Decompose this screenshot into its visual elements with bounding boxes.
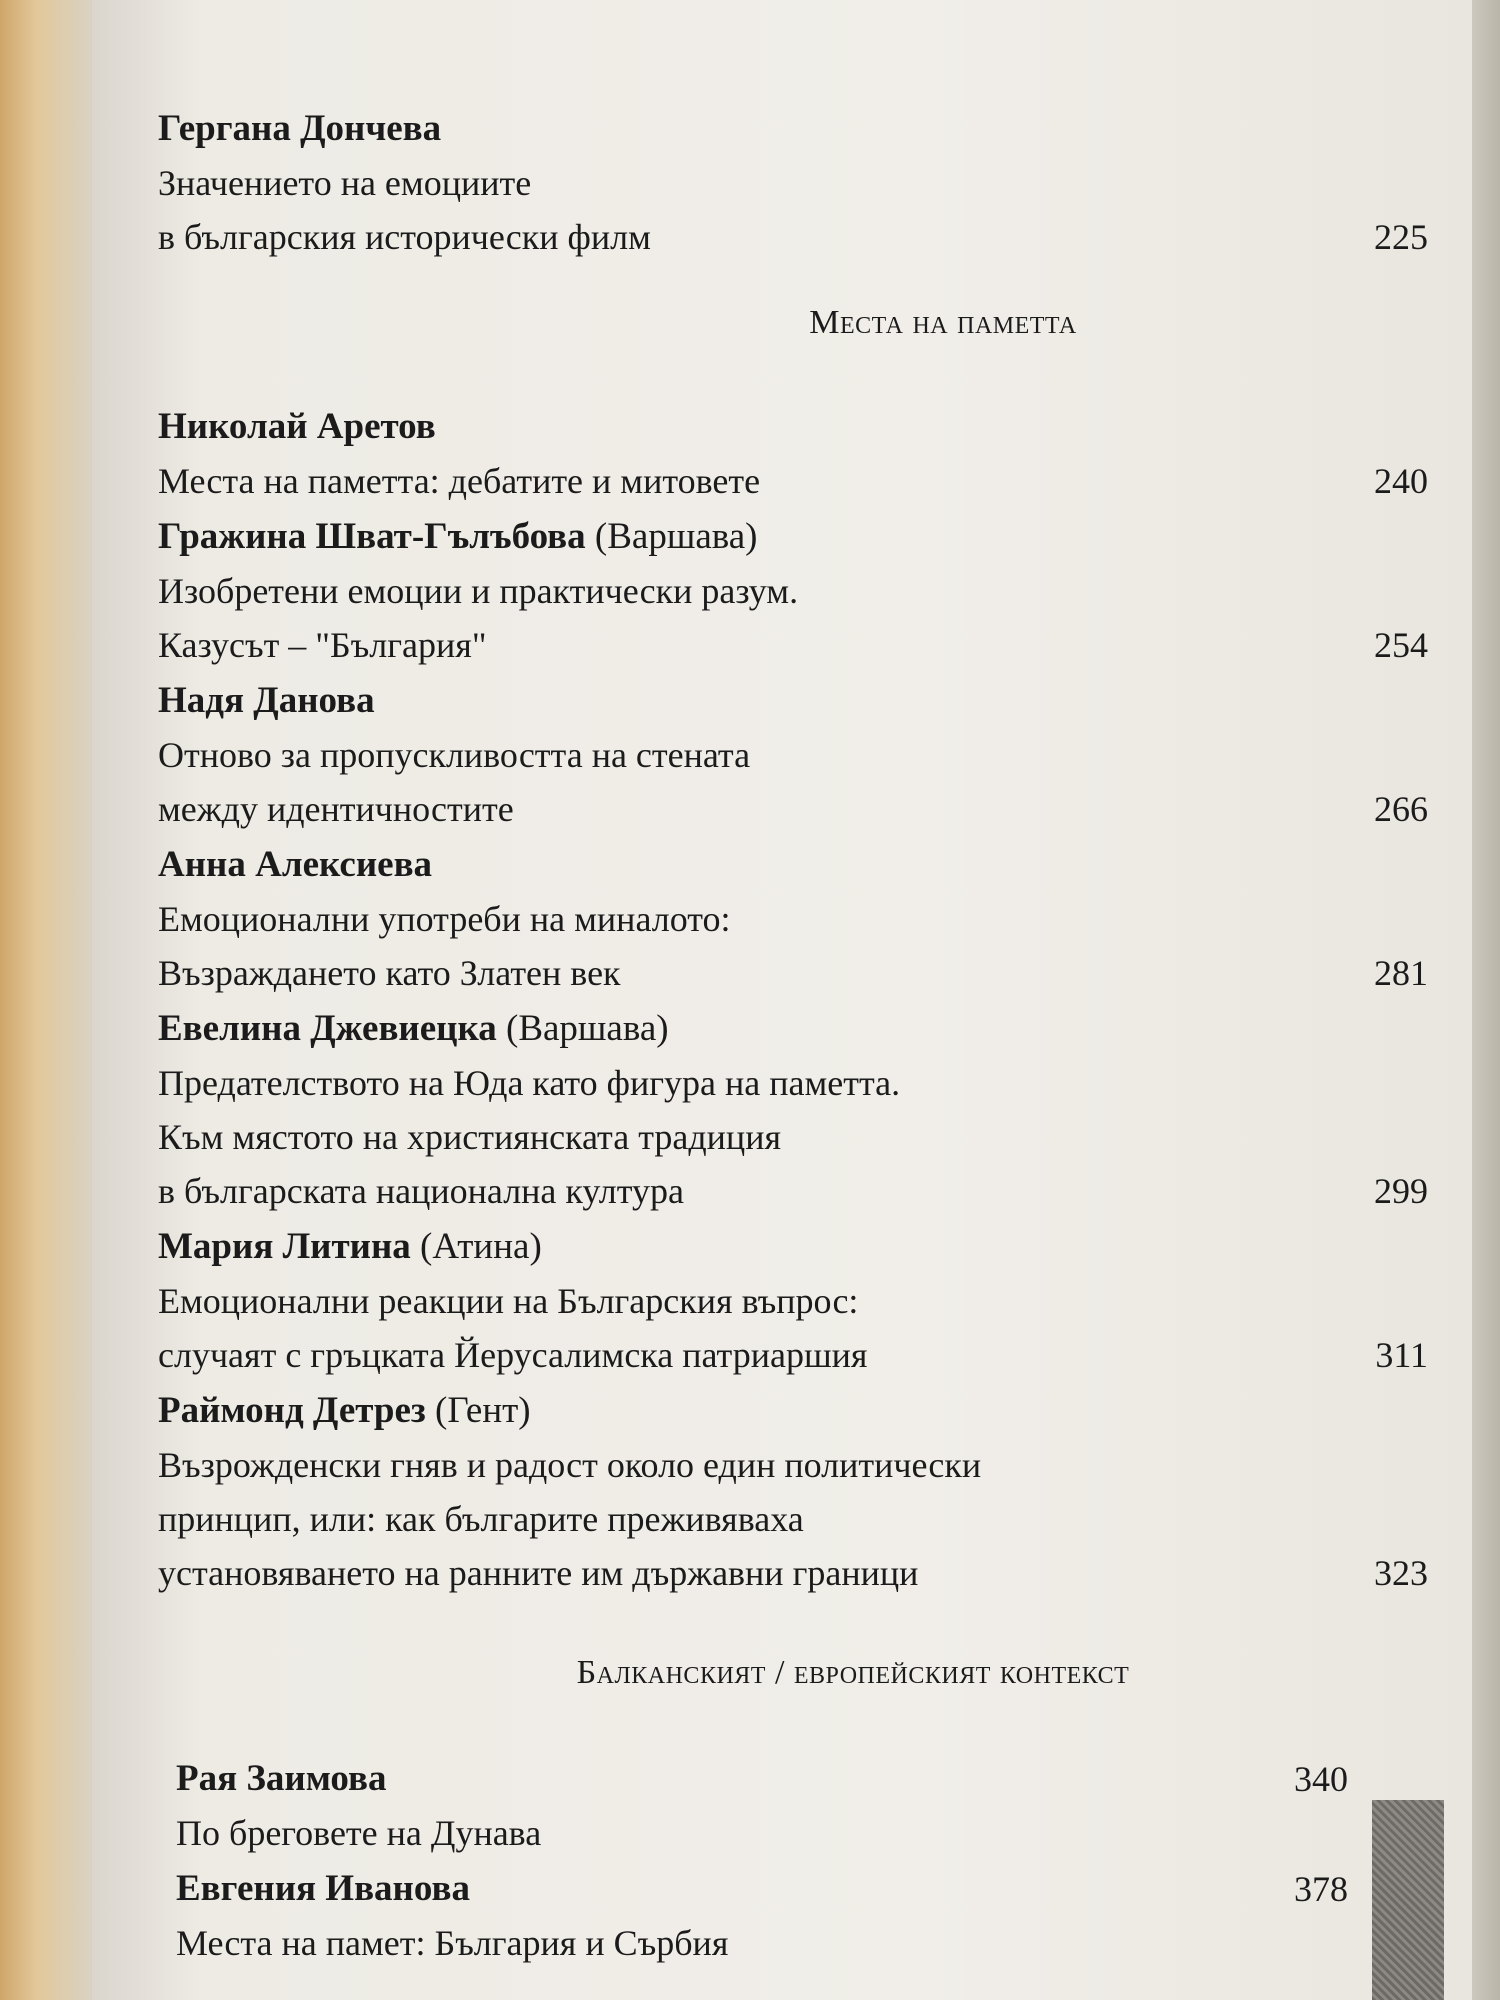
toc-entry [176,1752,1428,1860]
entry-author [158,674,1428,728]
entry-author [176,1752,1428,1806]
entry-author [158,1002,1428,1056]
page-number: 254 [1374,625,1428,665]
entry-title-line: в българския исторически филм [158,217,651,257]
page-number: 240 [1374,461,1428,501]
toc-entry [158,674,1428,836]
author-name: Рая Заимова [176,1758,387,1799]
section-heading: Места на паметта [809,304,1077,341]
entry-author [158,400,1428,454]
toc-entry [158,102,1428,264]
author-name: Анна Алексиева [158,844,433,885]
toc-section-balkan-context [158,1752,1428,1970]
page-number: 281 [1374,953,1428,993]
entry-title-line: Към мястото на християнската традиция [158,1117,782,1157]
entry-title-line: Възраждането като Златен век [158,953,621,993]
page-number: 225 [1374,217,1428,257]
background-object [1372,1800,1444,2000]
section-heading: Балканският / европейският контекст [576,1654,1130,1691]
entry-title-line: Значението на емоциите [158,163,532,203]
author-name: Раймонд Детрез [158,1390,426,1431]
author-name: Гражина Шват-Гълъбова [158,516,586,557]
entry-title-line: между идентичностите [158,789,514,829]
page-number: 340 [1294,1759,1348,1799]
entry-title-line: в българската национална култура [158,1171,685,1211]
toc-entry [158,1384,1428,1600]
author-affiliation: (Варшава) [585,516,758,557]
entry-title-line: Места на паметта: дебатите и митовете [158,461,761,501]
toc-entry [158,510,1428,672]
entry-author [176,1862,1428,1916]
entry-title-line: Места на памет: България и Сърбия [176,1923,729,1963]
entry-title-line: По бреговете на Дунава [176,1813,542,1853]
entry-author [158,510,1428,564]
entry-title-line: Предателството на Юда като фигура на паметта. [158,1063,901,1103]
entry-title-line: принцип, или: как българите преживяваха [158,1499,804,1539]
author-name: Николай Аретов [158,406,436,447]
entry-title-line: Емоционални употреби на миналото: [158,899,731,939]
author-name: Мария Литина [158,1226,411,1267]
entry-title-line: установяването на ранните им държавни граници [158,1553,919,1593]
entry-author [158,1384,1428,1438]
toc-entry [176,1862,1428,1970]
entry-author [158,1220,1428,1274]
entry-title-line: случаят с гръцката Йерусалимска патриаршия [158,1335,868,1375]
author-affiliation: (Варшава) [496,1008,669,1049]
entry-title-line: Възрожденски гняв и радост около един политически [158,1445,982,1485]
toc-entry [158,400,1428,508]
author-affiliation: (Гент) [425,1390,531,1431]
toc-section-places-of-memory [158,400,1428,1600]
page-number: 378 [1294,1869,1348,1909]
entry-title-line: Казусът – "България" [158,625,487,665]
entry-author [158,838,1428,892]
toc-entry [158,1220,1428,1382]
entry-author [158,102,1428,156]
entry-title-line: Изобретени емоции и практически разум. [158,571,799,611]
book-edge-right [1472,0,1500,2000]
page-number: 299 [1374,1171,1428,1211]
table-of-contents [158,102,1428,1972]
page-number: 266 [1374,789,1428,829]
author-name: Евелина Джевиецка [158,1008,497,1049]
entry-title-line: Отново за пропускливостта на стената [158,735,751,775]
author-name: Гергана Дончева [158,108,442,149]
toc-entry [158,838,1428,1000]
toc-intro [158,102,1428,264]
author-name: Надя Данова [158,680,375,721]
toc-entry [158,1002,1428,1218]
author-affiliation: (Атина) [410,1226,542,1267]
book-edge-left [0,0,92,2000]
author-name: Евгения Иванова [176,1868,470,1909]
entry-title-line: Емоционални реакции на Българския въпрос: [158,1281,859,1321]
page-number: 311 [1375,1335,1428,1375]
page-number: 323 [1374,1553,1428,1593]
book-page [92,0,1472,2000]
